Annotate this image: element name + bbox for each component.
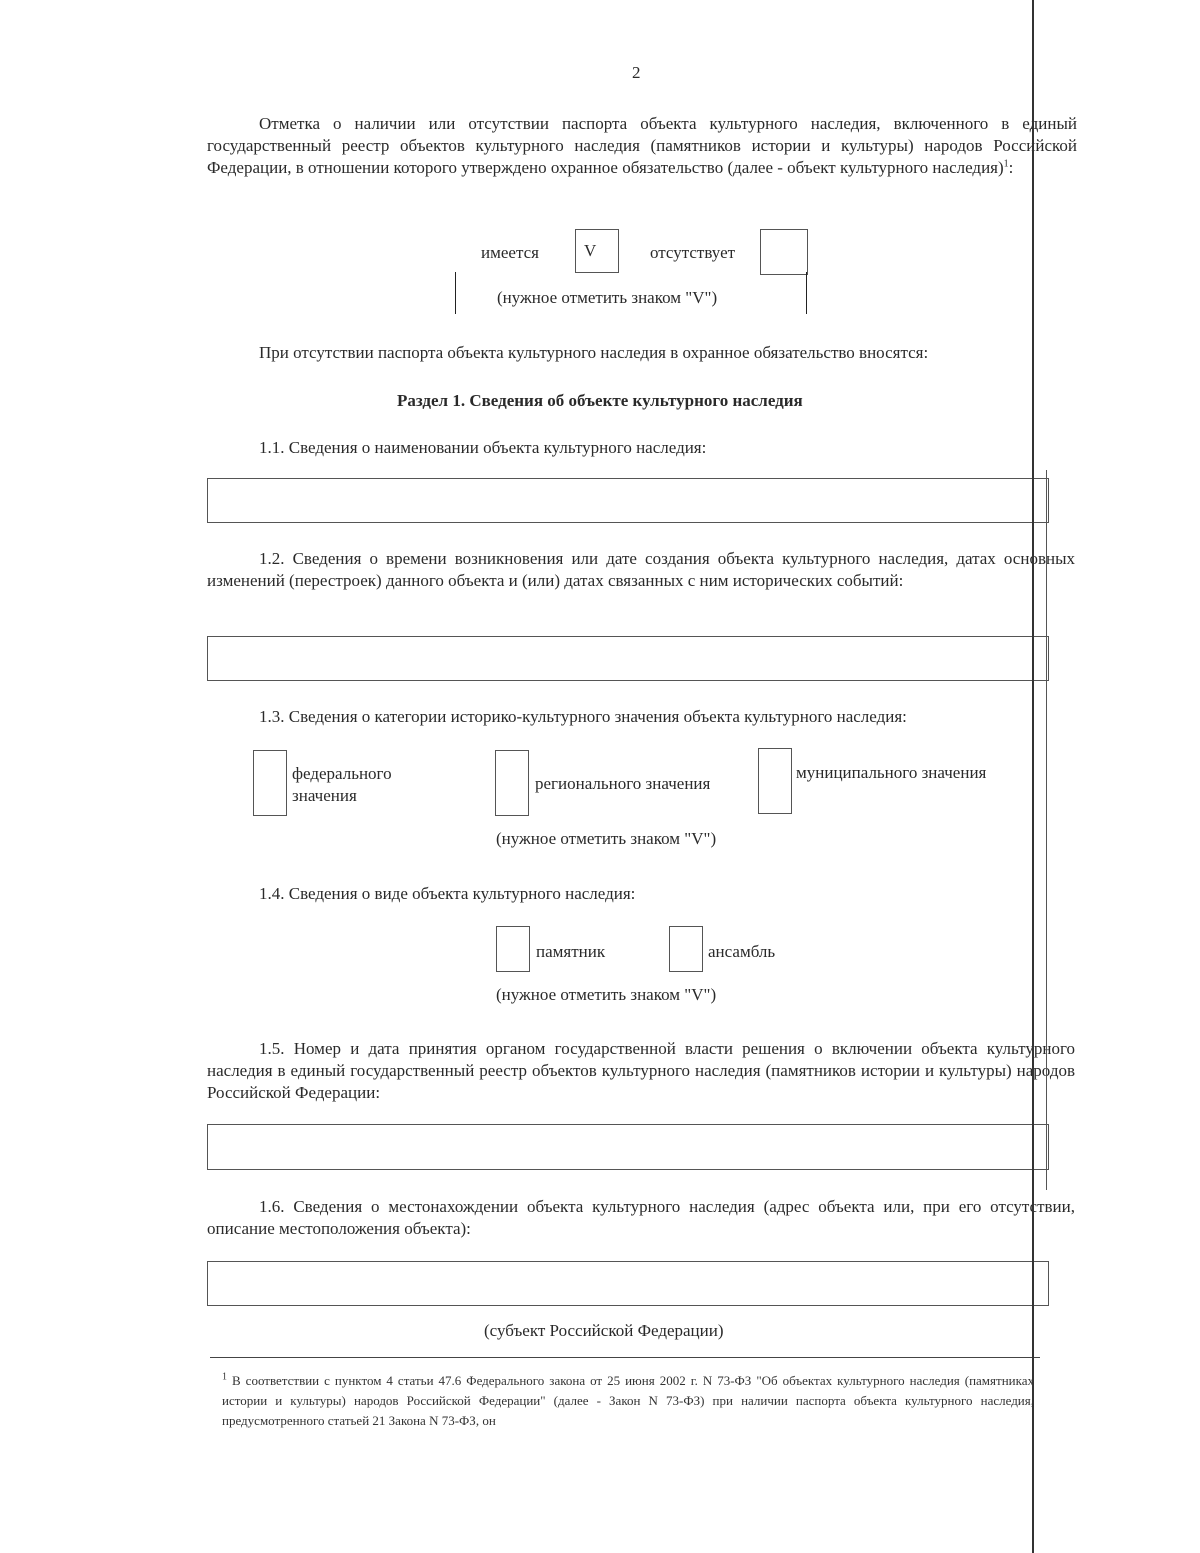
no-passport-checkbox[interactable] — [760, 229, 808, 275]
has-passport-mark: V — [584, 241, 597, 260]
item-1-5-field[interactable] — [207, 1124, 1049, 1170]
item-1-2-label: 1.2. Сведения о времени возникновения или дате создания объекта культурного наследия, датах основных изменений (перестроек) данного объекта и (или) датах связанных с ним исторических событий: — [207, 549, 1075, 590]
passport-choice-note: (нужное отметить знаком "V") — [497, 288, 718, 307]
item-1-6-field[interactable] — [207, 1261, 1049, 1306]
regional-checkbox[interactable] — [495, 750, 529, 816]
no-passport-label: отсутствует — [650, 243, 736, 262]
page-number: 2 — [632, 63, 641, 82]
scan-edge-line — [1032, 0, 1034, 1553]
item-1-6-sublabel: (субъект Российской Федерации) — [484, 1321, 724, 1340]
item-1-4-note: (нужное отметить знаком "V") — [496, 985, 717, 1004]
federal-checkbox[interactable] — [253, 750, 287, 816]
municipal-label: муниципального значения — [796, 763, 987, 782]
absent-passport-text: При отсутствии паспорта объекта культурного наследия в охранное обязательство вносятся: — [259, 343, 929, 362]
choice-frame-right — [806, 272, 807, 314]
footnote-marker: 1 — [222, 1371, 227, 1383]
item-1-2-field[interactable] — [207, 636, 1049, 681]
ensemble-checkbox[interactable] — [669, 926, 703, 972]
choice-frame-left — [455, 272, 456, 314]
footnote-text: В соответствии с пунктом 4 статьи 47.6 Федерального закона от 25 июня 2002 г. N 73-ФЗ "Об объектах культурного наследия (памятниках истории и культуры) народов Российской Федерации" (далее - Закон N 73-ФЗ) при наличии паспорта объекта культурного наследия, предусмотренного статьей 21 Закона N 73-ФЗ, он — [222, 1373, 1034, 1428]
item-1-3-note: (нужное отметить знаком "V") — [496, 829, 717, 848]
monument-checkbox[interactable] — [496, 926, 530, 972]
item-1-6-label: 1.6. Сведения о местонахождении объекта культурного наследия (адрес объекта или, при его отсутствии, описание местоположения объекта): — [207, 1197, 1075, 1238]
intro-text: Отметка о наличии или отсутствии паспорта объекта культурного наследия, включенного в единый государственный реестр объектов культурного наследия (памятников истории и культуры) народов Российской Федерации, в отношении которого утверждено охранное обязательство (далее - объект культурного наследия) — [207, 114, 1077, 177]
footnote — [222, 1371, 1034, 1431]
ensemble-label: ансамбль — [708, 942, 776, 961]
scan-edge-line-secondary — [1046, 470, 1047, 1190]
has-passport-label: имеется — [481, 243, 539, 262]
item-1-1-field[interactable] — [207, 478, 1049, 523]
monument-label: памятник — [536, 942, 606, 961]
item-1-3-label: 1.3. Сведения о категории историко-культурного значения объекта культурного наследия: — [259, 707, 907, 726]
regional-label: регионального значения — [535, 774, 711, 793]
item-1-5-label: 1.5. Номер и дата принятия органом государственной власти решения о включении объекта культурного наследия в единый государственный реестр объектов культурного наследия (памятников истории и культуры) народов Российской Федерации: — [207, 1039, 1075, 1102]
intro-paragraph — [207, 113, 1077, 179]
intro-colon: : — [1008, 158, 1014, 177]
has-passport-checkbox[interactable] — [575, 229, 619, 273]
municipal-checkbox[interactable] — [758, 748, 792, 814]
footnote-ref: 1 — [1003, 158, 1009, 170]
footnote-separator — [210, 1357, 1040, 1358]
section-1-title: Раздел 1. Сведения об объекте культурного наследия — [397, 391, 803, 410]
federal-label: федерального значения — [292, 764, 392, 805]
item-1-4-label: 1.4. Сведения о виде объекта культурного наследия: — [259, 884, 636, 903]
item-1-1-label: 1.1. Сведения о наименовании объекта культурного наследия: — [259, 438, 707, 457]
